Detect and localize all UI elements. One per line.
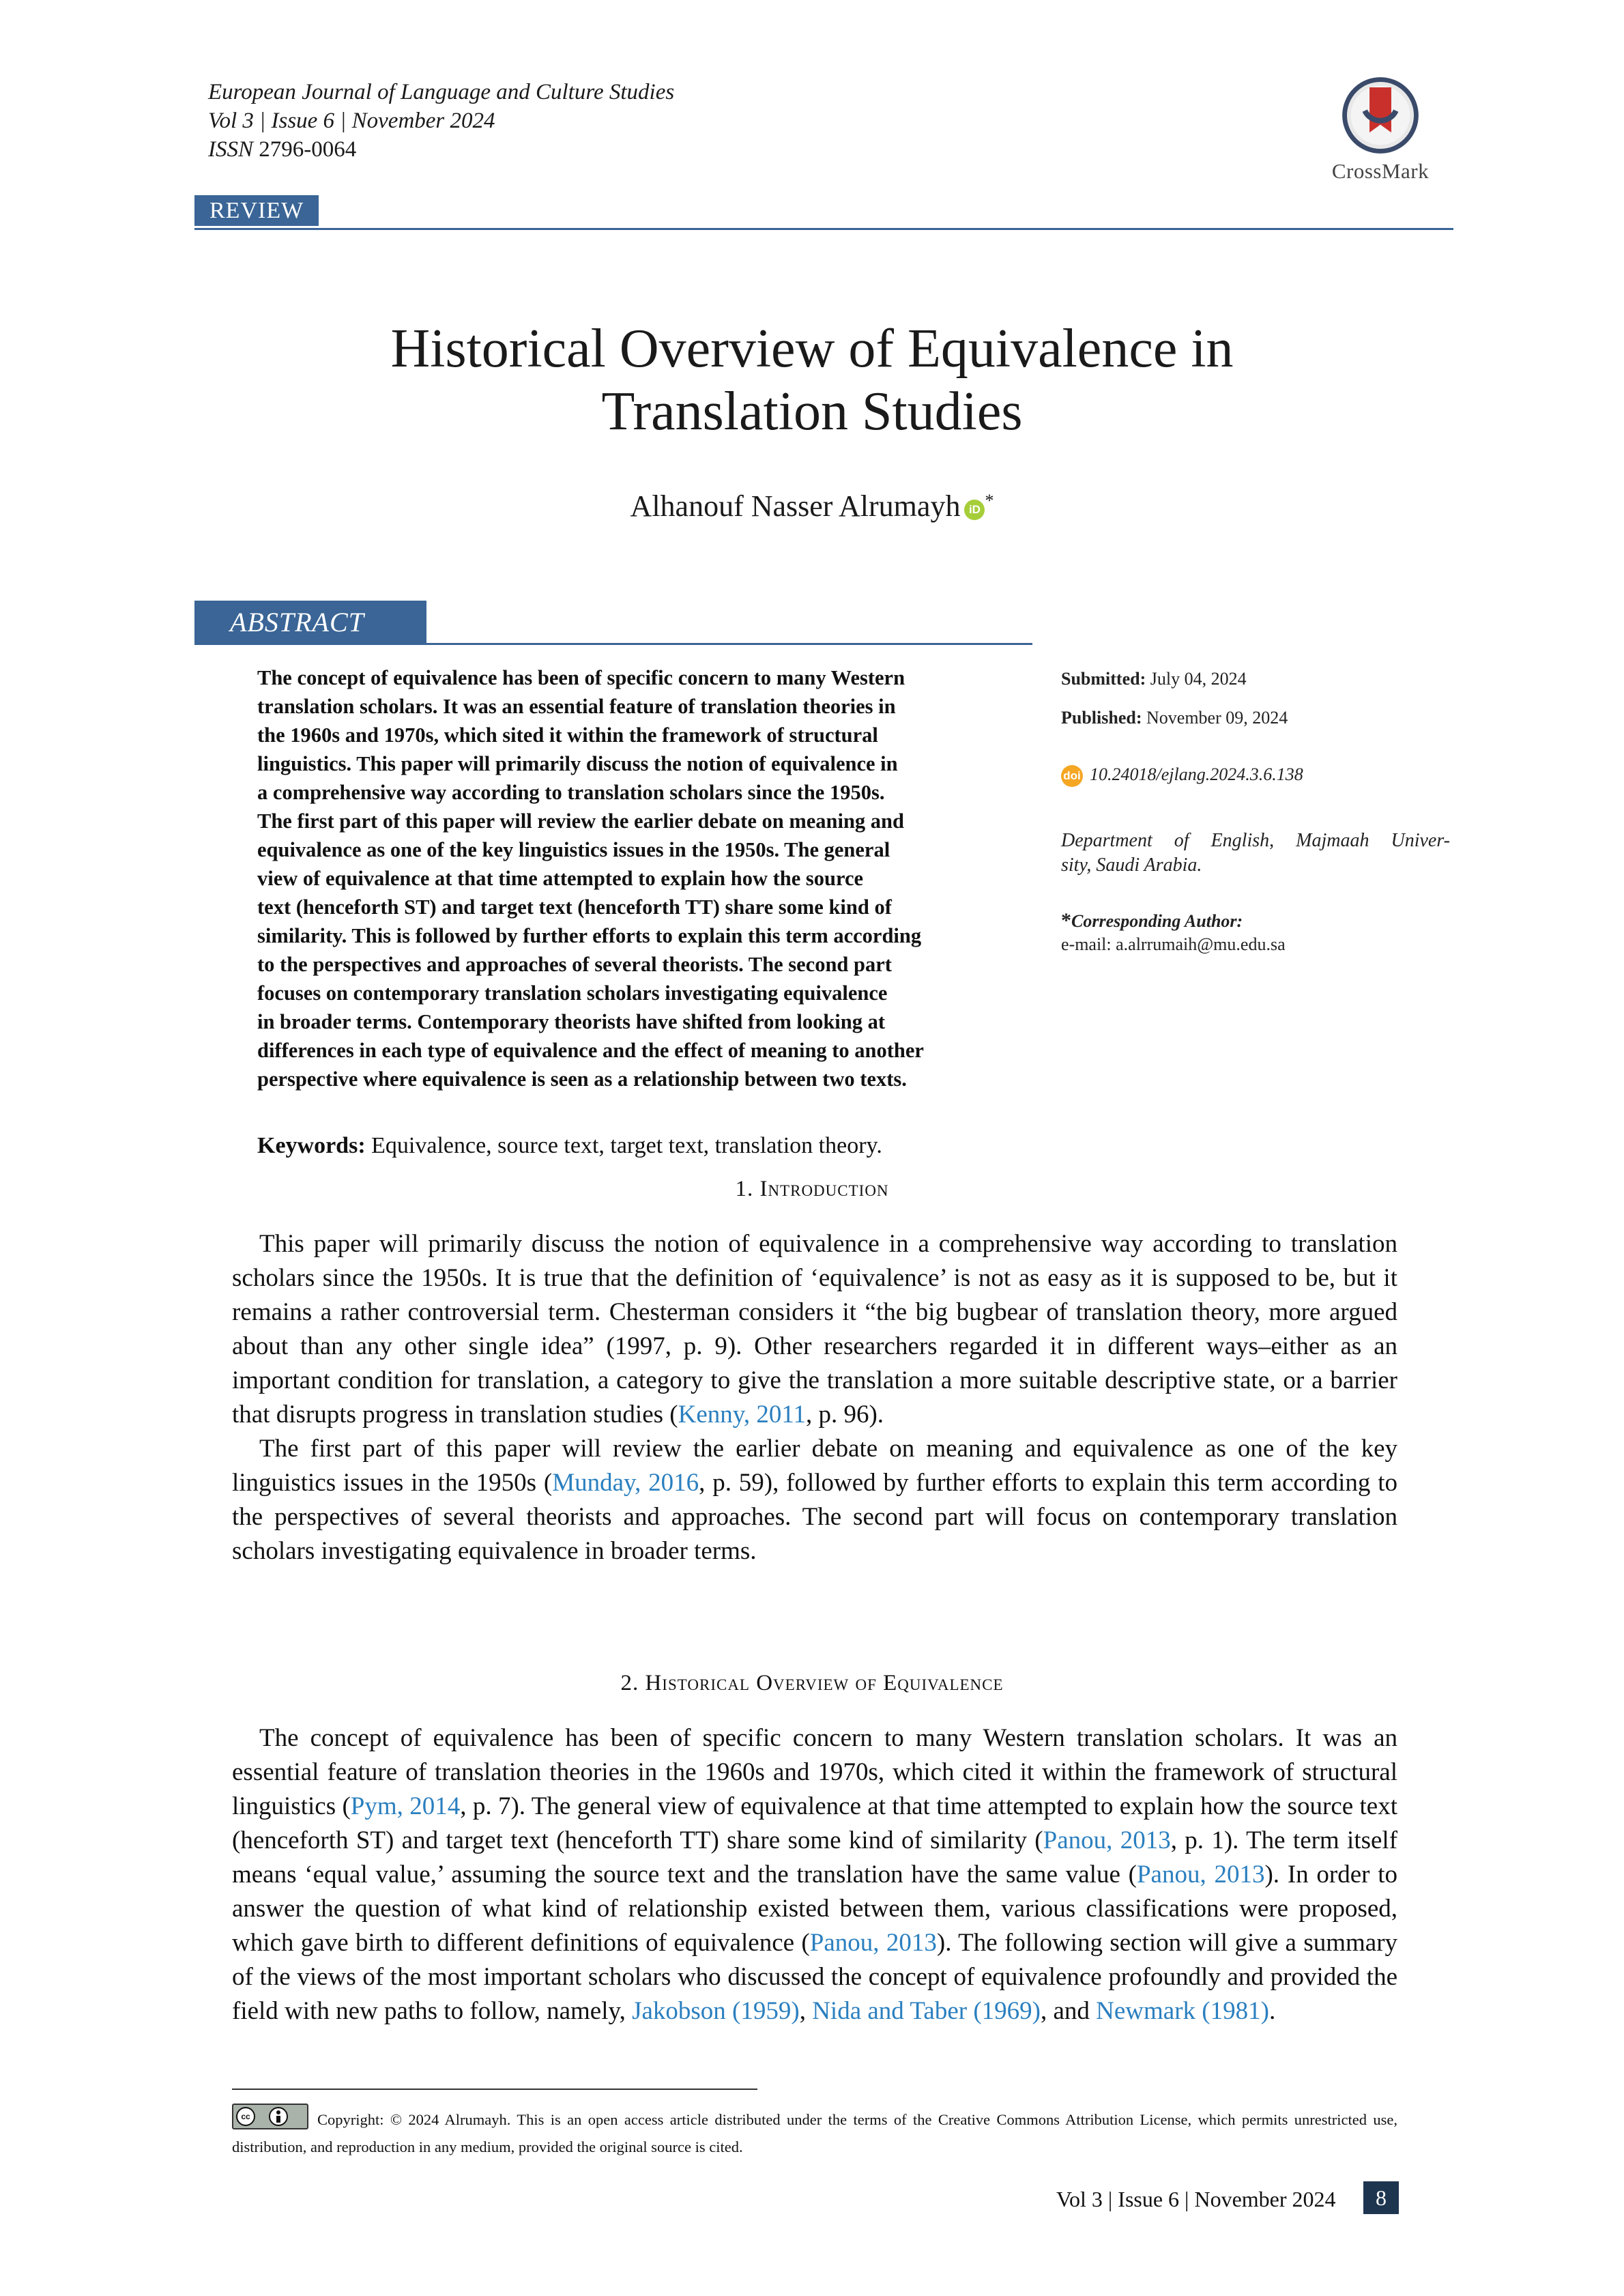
- text-line: , and: [1040, 1997, 1097, 2025]
- crossmark-icon: [1342, 76, 1419, 154]
- citation-link[interactable]: Kenny, 2011: [678, 1401, 806, 1429]
- paragraph: [232, 1227, 1397, 1432]
- text-line: , p. 59), followed by further efforts to explain this: [699, 1469, 1210, 1497]
- abstract-line: to the perspectives and approaches of several theorists. The second part: [257, 953, 892, 976]
- abstract-line: view of equivalence at that time attempted to explain how the source: [257, 867, 864, 890]
- published-label: Published:: [1061, 708, 1142, 728]
- page-number: 8: [1363, 2181, 1399, 2214]
- text-line: with new paths to follow, namely,: [285, 1997, 633, 2025]
- keywords: [257, 1133, 882, 1159]
- journal-name: European Journal of Language and Culture Studies: [208, 80, 675, 104]
- footer-issue-line: Vol 3 | Issue 6 | November 2024: [1056, 2187, 1336, 2211]
- submitted-label: Submitted:: [1061, 669, 1146, 689]
- text-line: The concept of equivalence has been of specific concern to many Western translation scholars.: [259, 1724, 1284, 1752]
- text-line: This paper will primarily discuss the notion of equivalence in a comprehensive way according to: [259, 1230, 1281, 1258]
- doi-link[interactable]: 10.24018/ejlang.2024.3.6.138: [1090, 764, 1303, 784]
- copyright-notice: [232, 2106, 1397, 2161]
- abstract-line: similarity. This is followed by further efforts to explain this term according: [257, 924, 922, 947]
- text-line: framework of structural linguistics (: [232, 1758, 1398, 1820]
- issn-label: ISSN: [208, 137, 253, 162]
- citation-link[interactable]: Munday, 2016: [552, 1469, 699, 1497]
- text-line: relationship existed between them, various classifications were proposed, which gave birth to different: [232, 1895, 1398, 1957]
- abstract-line: text (henceforth ST) and target text (henceforth TT) share some kind of: [257, 895, 892, 919]
- issn-value: 2796-0064: [259, 137, 357, 162]
- corresponding-author: [1061, 909, 1450, 956]
- citation-link[interactable]: Panou, 2013: [809, 1929, 937, 1957]
- abstract-line: equivalence as one of the key linguistics issues in the 1950s. The general: [257, 838, 890, 861]
- citation-link[interactable]: Panou, 2013: [1043, 1826, 1171, 1854]
- section-2-body: [232, 1721, 1397, 2028]
- text-line: ). In order to answer the question of what kind of: [232, 1861, 1398, 1923]
- keywords-label: Keywords:: [257, 1133, 366, 1158]
- text-line: of translation theory, more argued about than any other single idea” (1997, p. 9). Other researchers: [232, 1298, 1397, 1360]
- cc-icon: cc: [236, 2107, 255, 2126]
- copyright-line-2: unrestricted use, distribution, and reproduction in any medium, provided the original source is cited.: [232, 2111, 1397, 2155]
- text-line: ). The following section will give a summary of the views of the: [232, 1929, 1398, 1991]
- text-line: It was an essential feature of translation theories in the 1960s and 1970s, which cited it within the: [232, 1724, 1397, 1786]
- doi-line: [1061, 763, 1450, 787]
- citation-link[interactable]: Newmark (1981): [1096, 1997, 1269, 2025]
- title-line-1: Historical Overview of Equivalence in: [390, 319, 1234, 379]
- abstract-line: The first part of this paper will review the earlier debate on meaning and: [257, 809, 904, 833]
- text-line: kind of similarity (: [848, 1826, 1043, 1854]
- journal-issue-line: Vol 3 | Issue 6 | November 2024: [208, 109, 495, 133]
- abstract-body: [257, 663, 1013, 1093]
- text-line: , p. 7). The general view of equivalence at that time: [460, 1792, 981, 1820]
- text-line: regarded it in different ways–either as an important condition for translation, a category to give the: [232, 1332, 1397, 1394]
- author-line: [198, 489, 1426, 523]
- text-line: most important scholars who discussed the concept of equivalence profoundly and provided the field: [232, 1963, 1398, 2025]
- abstract-line: in broader terms. Contemporary theorists have shifted from looking at: [257, 1010, 886, 1033]
- section-heading-introduction: 1. Introduction: [735, 1177, 889, 1201]
- abstract-line: focuses on contemporary translation scholars investigating equivalence: [257, 981, 888, 1005]
- text-line: key linguistics issues in the 1950s (: [232, 1435, 1398, 1497]
- crossmark-badge[interactable]: [1316, 76, 1445, 184]
- abstract-line: The concept of equivalence has been of specific concern to many Western: [257, 666, 905, 689]
- keywords-value: Equivalence, source text, target text, translation theory.: [371, 1133, 882, 1158]
- citation-link[interactable]: Nida and Taber (1969): [812, 1997, 1041, 2025]
- corr-label: Corresponding Author:: [1071, 911, 1243, 931]
- citation-link[interactable]: Panou, 2013: [1136, 1861, 1265, 1889]
- copyright-line-1: Copyright: © 2024 Alrumayh. This is an open access article distributed under the terms of the Creative Commons Attribution License, which permits: [317, 2111, 1288, 2128]
- author-name: Alhanouf Nasser Alrumayh: [630, 489, 961, 523]
- citation-link[interactable]: Jakobson (1959): [632, 1997, 800, 2025]
- text-line: , p. 96).: [805, 1401, 884, 1429]
- text-line: and the translation have the same value (: [713, 1861, 1137, 1889]
- affiliation-line-1: Department of English, Majmaah Univer-: [1061, 830, 1450, 851]
- text-line: translation scholars since the 1950s. It is true that the definition of ‘equivalence’ is not as easy as it is: [232, 1230, 1397, 1292]
- corr-mark: *: [1061, 909, 1071, 932]
- text-line: .: [1268, 1997, 1276, 2025]
- submitted-value: July 04, 2024: [1150, 669, 1247, 689]
- abstract-line: a comprehensive way according to translation scholars since the 1950s.: [257, 781, 885, 804]
- abstract-label: ABSTRACT: [194, 601, 426, 644]
- doi-icon: doi: [1061, 765, 1083, 787]
- corr-email[interactable]: e-mail: a.alrrumaih@mu.edu.sa: [1061, 934, 1286, 954]
- paragraph: [232, 1432, 1397, 1568]
- abstract-line: linguistics. This paper will primarily discuss the notion of equivalence in: [257, 752, 898, 775]
- title-line-2: Translation Studies: [601, 382, 1023, 442]
- text-line: ,: [799, 1997, 813, 2025]
- journal-header: [208, 78, 674, 164]
- submitted-date: [1061, 668, 1450, 691]
- orcid-icon[interactable]: iD: [964, 500, 985, 520]
- section-1-body: [232, 1227, 1397, 1568]
- footnote-divider: [232, 2089, 757, 2090]
- text-line: , p. 1). The term itself means ‘equal value,’ assuming the source text: [232, 1826, 1398, 1889]
- abstract-line: the 1960s and 1970s, which sited it within the framework of structural: [257, 723, 878, 747]
- citation-link[interactable]: Pym, 2014: [350, 1792, 461, 1820]
- abstract-line: differences in each type of equivalence and the effect of meaning to another: [257, 1039, 924, 1062]
- text-line: (: [669, 1401, 678, 1429]
- text-line: term according to the perspectives of several theorists and approaches. The second part will focus on: [232, 1469, 1397, 1531]
- abstract-line: translation scholars. It was an essential feature of translation theories in: [257, 695, 896, 718]
- published-value: November 09, 2024: [1146, 708, 1288, 728]
- text-line: supposed to be, but it remains a rather controversial term. Chesterman considers it “the big bugbear: [232, 1264, 1397, 1326]
- affiliation-line-2: sity, Saudi Arabia.: [1061, 855, 1202, 876]
- text-line: translation a more suitable descriptive state, or a barrier that disrupts progress in translation studies: [232, 1366, 1397, 1429]
- text-line: The first part of this paper will review the earlier debate on meaning and equivalence as one of the: [259, 1435, 1350, 1463]
- text-line: attempted to explain how the source text (henceforth ST) and target text (henceforth TT) share some: [232, 1792, 1397, 1854]
- article-title: [198, 317, 1426, 443]
- text-line: contemporary translation scholars investigating equivalence in broader terms.: [232, 1503, 1398, 1565]
- section-heading-historical-overview: 2. Historical Overview of Equivalence: [620, 1671, 1004, 1695]
- paragraph: [232, 1721, 1397, 2028]
- author-mark: *: [985, 491, 994, 511]
- header-divider: [194, 228, 1453, 230]
- abstract-divider: [194, 643, 1032, 645]
- crossmark-label: CrossMark: [1331, 159, 1430, 183]
- affiliation: [1061, 829, 1450, 878]
- text-line: definitions of equivalence (: [530, 1929, 810, 1957]
- abstract-line: perspective where equivalence is seen as a relationship between two texts.: [257, 1067, 907, 1091]
- published-date: [1061, 706, 1450, 730]
- article-type-badge: REVIEW: [194, 195, 319, 226]
- journal-issn: [208, 135, 674, 164]
